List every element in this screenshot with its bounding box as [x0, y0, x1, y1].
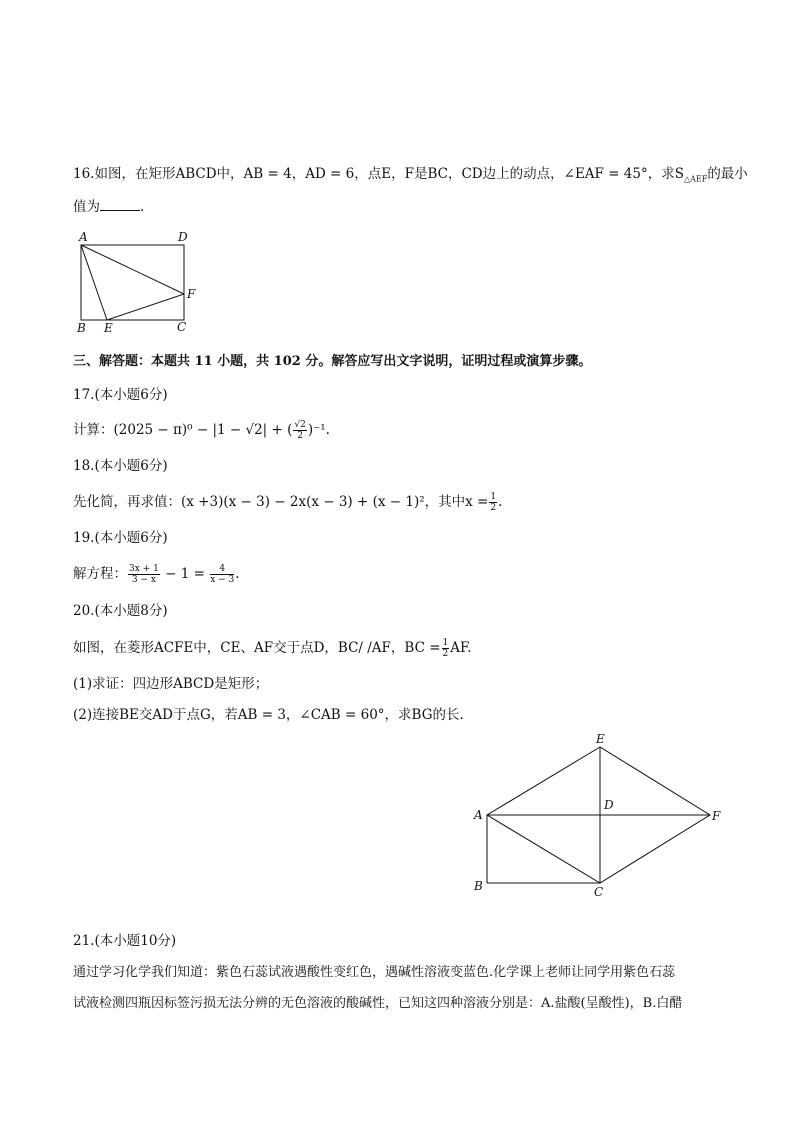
q19-fraction-1 [128, 564, 160, 585]
q20-text-end: AF. [450, 640, 472, 656]
q16-stem-line2 [73, 196, 144, 217]
q20-label-e: E [596, 732, 605, 746]
q17-frac-den: 2 [297, 431, 303, 441]
q21-line2: 试液检测四瓶因标签污损无法分辨的无色溶液的酸碱性，已知这四种溶液分别是：A.盐酸(呈酸性)，B.白醋 [73, 996, 683, 1011]
q20-label-b: B [474, 879, 483, 893]
q20-frac-den: 2 [442, 649, 449, 659]
q19-header: 19.(本小题6分) [73, 530, 168, 546]
q16-label-d: D [178, 230, 188, 244]
q16-label-f: F [187, 287, 196, 301]
q18-header: 18.(本小题6分) [73, 458, 168, 474]
q16-stem-line1 [73, 164, 748, 190]
q20-label-d: D [604, 798, 614, 812]
q20-label-a: A [474, 808, 483, 822]
q16-figure [70, 228, 210, 340]
q20-part1: (1)求证：四边形ABCD是矩形； [73, 676, 269, 692]
q16-segment-ef [107, 294, 184, 320]
q20-label-c: C [594, 885, 604, 899]
q19-body [73, 564, 240, 585]
q18-body [73, 492, 502, 513]
q16-label-c: C [177, 320, 187, 334]
q21-line1: 通过学习化学我们知道：紫色石蕊试液遇酸性变红色，遇碱性溶液变蓝色.化学课上老师让同学用紫色石蕊 [73, 965, 676, 980]
q20-figure [470, 730, 730, 902]
q16-answer-suffix: . [140, 199, 145, 215]
q20-fraction [442, 638, 450, 659]
q17-frac-num: √2 [294, 420, 306, 430]
q20-frac-num: 1 [442, 638, 449, 648]
q19-text-end: . [235, 566, 240, 582]
q16-rectangle [81, 245, 184, 320]
q18-fraction [489, 492, 497, 513]
q16-answer-prefix: 值为 [73, 199, 100, 215]
q16-subscript: △AEF [683, 174, 708, 184]
q17-body [73, 420, 330, 441]
q16-text-end: 的最小 [707, 166, 748, 182]
q16-label-e: E [104, 321, 113, 335]
q18-frac-num: 1 [490, 492, 497, 502]
q18-text: 先化简，再求值：(x +3)(x − 3) − 2x(x − 3) + (x − 1)²，其中x = [73, 494, 489, 510]
q17-text-end: )⁻¹. [307, 422, 330, 438]
q19-fraction-2 [210, 564, 234, 585]
q18-text-end: . [498, 494, 503, 510]
q16-answer-blank [100, 196, 140, 211]
q16-label-b: B [77, 321, 86, 335]
q20-body [73, 638, 472, 659]
q20-text: 如图，在菱形ACFE中，CE、AF交于点D，BC/ /AF，BC = [73, 640, 441, 656]
q19-frac1-num: 3x + 1 [129, 564, 159, 574]
q20-part2: (2)连接BE交AD于点G，若AB = 3，∠CAB = 60°，求BG的长. [73, 707, 464, 723]
q16-segment-ae [81, 245, 107, 320]
q17-header: 17.(本小题6分) [73, 387, 168, 403]
q19-frac1-den: 3 − x [131, 575, 156, 585]
q16-text: 16.如图，在矩形ABCD中，AB = 4，AD = 6，点E，F是BC，CD边上的动点，∠EAF = 45°，求S [73, 166, 684, 182]
q19-middle: − 1 = [160, 566, 210, 582]
q20-label-f: F [712, 809, 721, 823]
q16-segment-af [81, 245, 184, 294]
q21-header: 21.(本小题10分) [73, 933, 177, 949]
q19-text: 解方程： [73, 566, 127, 582]
q17-fraction [293, 420, 306, 441]
section3-heading: 三、解答题：本题共 11 小题，共 102 分。解答应写出文字说明，证明过程或演算步骤。 [73, 354, 592, 369]
q19-frac2-den: x − 3 [210, 575, 235, 585]
q19-frac2-num: 4 [210, 564, 234, 575]
q17-text: 计算：(2025 − π)⁰ − |1 − √2| + ( [73, 422, 293, 438]
q16-label-a: A [79, 230, 88, 244]
q18-frac-den: 2 [490, 503, 497, 513]
q20-header: 20.(本小题8分) [73, 603, 168, 619]
